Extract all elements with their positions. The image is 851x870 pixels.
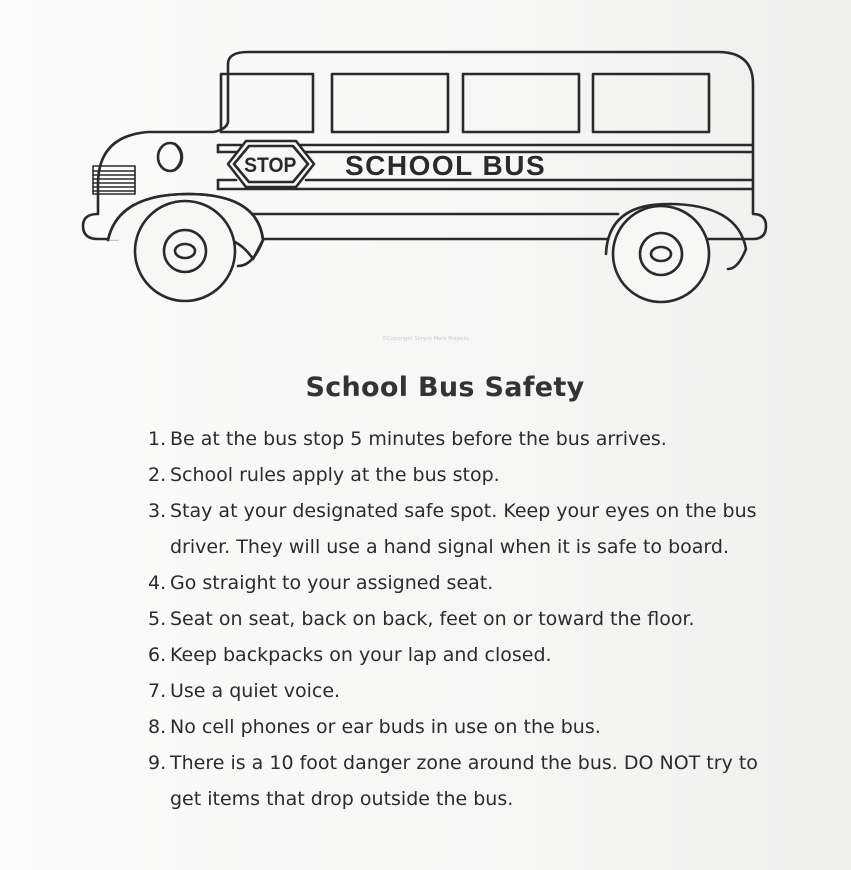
rear-wheel (606, 204, 746, 302)
rule-number: 5. (148, 608, 167, 630)
rule-text: Use a quiet voice. (170, 680, 341, 702)
rule-text: No cell phones or ear buds in use on the bus. (170, 716, 601, 738)
rule-text: Be at the bus stop 5 minutes before the bus arrives. (170, 428, 667, 450)
rule-number: 3. (148, 500, 167, 522)
rule-number: 2. (148, 464, 167, 486)
rule-item (148, 601, 768, 637)
rule-item (148, 493, 768, 565)
rule-item (148, 421, 768, 457)
copyright-notice: ©Copyright Simple More Projects (382, 336, 469, 342)
rule-text: Keep backpacks on your lap and closed. (170, 644, 552, 666)
rule-item (148, 673, 768, 709)
rule-number: 6. (148, 644, 167, 666)
rule-number: 4. (148, 572, 167, 594)
rule-text: Go straight to your assigned seat. (170, 572, 494, 594)
document-title: School Bus Safety (305, 372, 585, 403)
rule-text: School rules apply at the bus stop. (170, 464, 500, 486)
bus-window-1 (221, 74, 313, 132)
front-wheel (108, 194, 263, 301)
bus-window-4 (593, 74, 709, 132)
rule-item (148, 565, 768, 601)
rule-number: 9. (148, 752, 167, 774)
rule-text: Stay at your designated safe spot. Keep your eyes on the bus driver. They will use a hand signal when it is safe to board. (170, 500, 757, 558)
rule-text: Seat on seat, back on back, feet on or toward the floor. (170, 608, 695, 630)
stop-sign (228, 141, 314, 187)
rule-number: 8. (148, 716, 167, 738)
rule-item (148, 457, 768, 493)
bus-window-3 (463, 74, 579, 132)
school-bus-illustration (78, 44, 778, 304)
rule-item (148, 745, 768, 817)
stop-sign-label: STOP (244, 154, 297, 178)
rule-item (148, 637, 768, 673)
safety-rules-list (148, 421, 768, 817)
bus-window-2 (332, 74, 448, 132)
rule-number: 7. (148, 680, 167, 702)
rule-number: 1. (148, 428, 167, 450)
rule-item (148, 709, 768, 745)
school-bus-side-label: SCHOOL BUS (345, 150, 547, 181)
rule-text: There is a 10 foot danger zone around the bus. DO NOT try to get items that drop outside the bus. (170, 752, 758, 810)
